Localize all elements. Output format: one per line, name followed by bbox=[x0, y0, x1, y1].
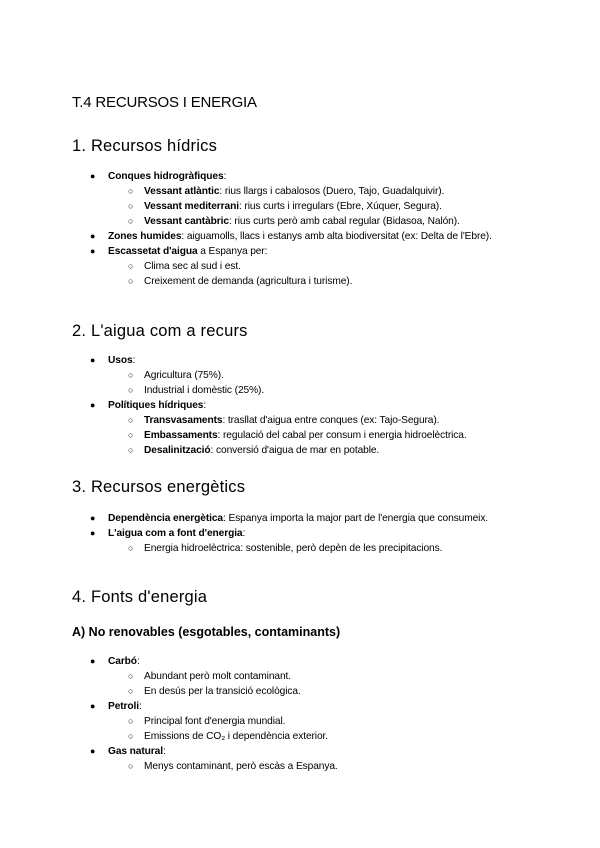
bullet-dot-icon: ● bbox=[90, 528, 96, 538]
bullet-circle-icon: ○ bbox=[128, 261, 134, 271]
bullet-circle-icon: ○ bbox=[128, 201, 134, 211]
bullet-dot-icon: ● bbox=[90, 355, 96, 365]
list-item: ● Carbó: bbox=[90, 656, 140, 667]
sub-list-item: ○ Vessant atlàntic: rius llargs i cabalosos (Duero, Tajo, Guadalquivir). bbox=[128, 186, 445, 197]
sub-list-item: ○ Industrial i domèstic (25%). bbox=[128, 385, 265, 396]
bullet-dot-icon: ● bbox=[90, 400, 96, 410]
document-title: T.4 RECURSOS I ENERGIA bbox=[72, 94, 257, 111]
list-item: ● L'aigua com a font d'energia: bbox=[90, 528, 246, 539]
sub-list-item: ○ Emissions de CO₂ i dependència exterior. bbox=[128, 731, 328, 742]
bullet-circle-icon: ○ bbox=[128, 761, 134, 771]
list-item: ● Polítiques hídriques: bbox=[90, 400, 207, 411]
bullet-dot-icon: ● bbox=[90, 246, 96, 256]
bullet-circle-icon: ○ bbox=[128, 671, 134, 681]
bullet-dot-icon: ● bbox=[90, 656, 96, 666]
section-3-list bbox=[72, 511, 532, 556]
sub-list-item: ○ Transvasaments: trasllat d'aigua entre conques (ex: Tajo-Segura). bbox=[128, 415, 440, 426]
bullet-circle-icon: ○ bbox=[128, 686, 134, 696]
bullet-circle-icon: ○ bbox=[128, 415, 134, 425]
bullet-circle-icon: ○ bbox=[128, 543, 134, 553]
section-4-list bbox=[72, 654, 532, 774]
section-2-heading: 2. L'aigua com a recurs bbox=[72, 322, 248, 340]
section-1-heading: 1. Recursos hídrics bbox=[72, 137, 218, 155]
list-item: ● Escassetat d'aigua a Espanya per: bbox=[90, 246, 268, 257]
subsection-a-heading: A) No renovables (esgotables, contaminants) bbox=[72, 625, 341, 639]
sub-list-item: ○ Embassaments: regulació del cabal per consum i energia hidroelèctrica. bbox=[128, 430, 467, 441]
bullet-dot-icon: ● bbox=[90, 701, 96, 711]
sub-list-item: ○ Principal font d'energia mundial. bbox=[128, 716, 286, 727]
section-4-heading: 4. Fonts d'energia bbox=[72, 588, 208, 606]
bullet-dot-icon: ● bbox=[90, 513, 96, 523]
sub-list-item: ○ Abundant però molt contaminant. bbox=[128, 671, 291, 682]
bullet-dot-icon: ● bbox=[90, 231, 96, 241]
list-item: ● Zones humides: aiguamolls, llacs i estanys amb alta biodiversitat (ex: Delta de l'Ebre). bbox=[90, 231, 492, 242]
sub-list-item: ○ Menys contaminant, però escàs a Espanya. bbox=[128, 761, 338, 772]
bullet-circle-icon: ○ bbox=[128, 731, 134, 741]
bullet-dot-icon: ● bbox=[90, 746, 96, 756]
bullet-circle-icon: ○ bbox=[128, 385, 134, 395]
sub-list-item: ○ Energia hidroelèctrica: sostenible, però depèn de les precipitacions. bbox=[128, 543, 443, 554]
bullet-dot-icon: ● bbox=[90, 171, 96, 181]
section-2-list bbox=[72, 353, 532, 458]
bullet-circle-icon: ○ bbox=[128, 370, 134, 380]
list-item: ● Conques hidrogràfiques: bbox=[90, 171, 227, 182]
bullet-circle-icon: ○ bbox=[128, 430, 134, 440]
bullet-circle-icon: ○ bbox=[128, 216, 134, 226]
bullet-circle-icon: ○ bbox=[128, 276, 134, 286]
bullet-circle-icon: ○ bbox=[128, 445, 134, 455]
list-item: ● Usos: bbox=[90, 355, 136, 366]
section-3-heading: 3. Recursos energètics bbox=[72, 478, 246, 496]
bullet-circle-icon: ○ bbox=[128, 186, 134, 196]
section-1-list bbox=[72, 169, 532, 289]
sub-list-item: ○ Vessant mediterrani: rius curts i irregulars (Ebre, Xúquer, Segura). bbox=[128, 201, 442, 212]
sub-list-item: ○ Vessant cantàbric: rius curts però amb cabal regular (Bidasoa, Nalón). bbox=[128, 216, 460, 227]
sub-list-item: ○ Desalinització: conversió d'aigua de mar en potable. bbox=[128, 445, 380, 456]
bullet-circle-icon: ○ bbox=[128, 716, 134, 726]
sub-list-item: ○ En desús per la transició ecològica. bbox=[128, 686, 301, 697]
list-item: ● Petroli: bbox=[90, 701, 142, 712]
sub-list-item: ○ Creixement de demanda (agricultura i turisme). bbox=[128, 276, 353, 287]
sub-list-item: ○ Clima sec al sud i est. bbox=[128, 261, 241, 272]
list-item: ● Gas natural: bbox=[90, 746, 166, 757]
list-item: ● Dependència energètica: Espanya importa la major part de l'energia que consumeix. bbox=[90, 513, 489, 524]
sub-list-item: ○ Agricultura (75%). bbox=[128, 370, 224, 381]
